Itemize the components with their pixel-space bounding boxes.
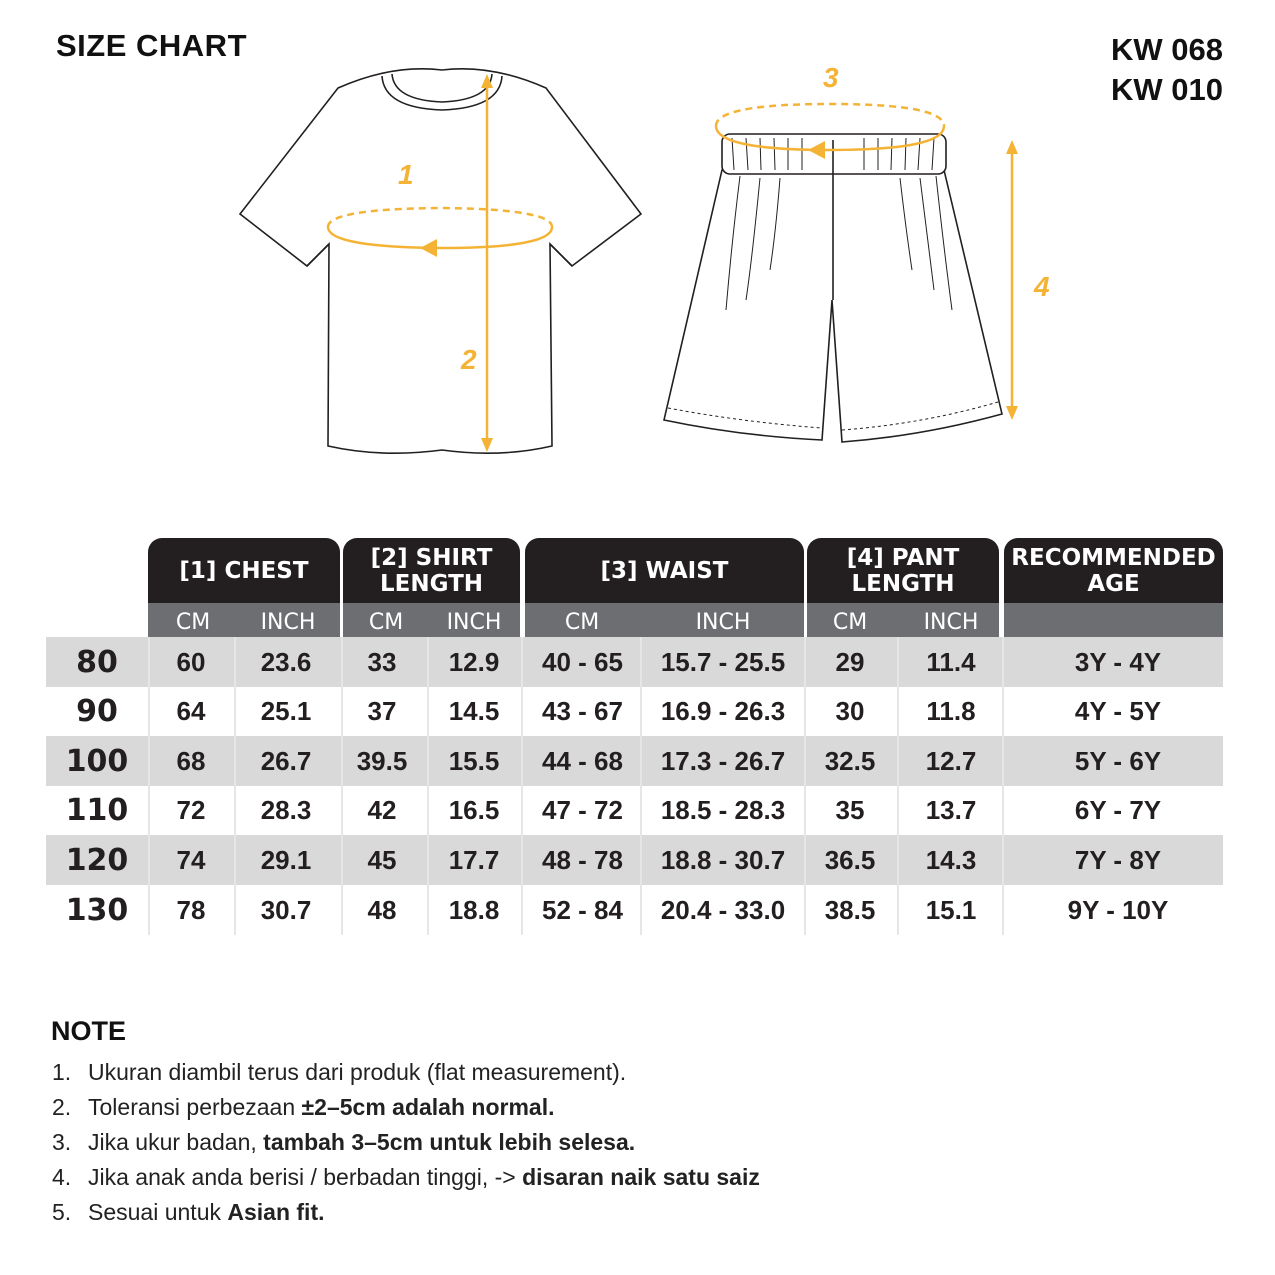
table-cell-chest-in: 30.7	[260, 894, 312, 925]
table-cell-pant-in: 11.4	[926, 646, 976, 677]
table-cell-pant-in: 13.7	[925, 795, 977, 826]
note-number: 5.	[52, 1199, 72, 1225]
notes-list	[52, 1055, 760, 1230]
note-item	[52, 1195, 760, 1230]
table-cell-size: 90	[76, 694, 118, 730]
subheader-cm: CM	[368, 609, 404, 635]
table-cell-chest-in: 23.6	[260, 646, 312, 677]
subheader-inch: INCH	[923, 609, 979, 635]
header-shirt-length: [2] SHIRT LENGTH	[343, 538, 520, 603]
note-item	[52, 1090, 760, 1125]
table-cell-waist-cm: 43 - 67	[542, 696, 623, 727]
table-cell-shirt-cm: 45	[367, 844, 397, 875]
table-cell-size: 110	[65, 793, 129, 829]
subheader-cm: CM	[564, 609, 600, 635]
table-cell-chest-cm: 64	[176, 696, 206, 727]
table-cell-pant-cm: 35	[835, 795, 865, 826]
subheader-inch: INCH	[260, 609, 316, 635]
table-cell-waist-in: 16.9 - 26.3	[660, 696, 786, 727]
product-code: KW 068	[1111, 32, 1223, 67]
note-item	[52, 1125, 760, 1160]
table-cell-shirt-cm: 48	[367, 894, 397, 925]
note-text: Ukuran diambil terus dari produk (flat measurement).	[88, 1059, 627, 1085]
measure-label-1: 1	[398, 159, 414, 190]
table-cell-shirt-in: 12.9	[448, 646, 500, 677]
tshirt-drawing	[240, 69, 641, 453]
table-cell-pant-in: 11.8	[926, 696, 976, 727]
table-cell-shirt-in: 14.5	[448, 696, 500, 727]
table-cell-shirt-cm: 33	[367, 646, 397, 677]
measure-label-2: 2	[461, 344, 477, 375]
table-cell-pant-cm: 38.5	[824, 894, 876, 925]
note-bold: ±2–5cm adalah normal.	[301, 1094, 555, 1120]
table-cell-waist-in: 18.5 - 28.3	[660, 795, 786, 826]
subheader-cm: CM	[832, 609, 868, 635]
note-text: Sesuai untuk	[88, 1199, 228, 1225]
note-item	[52, 1160, 760, 1195]
header-chest: [1] CHEST	[148, 538, 340, 603]
note-text: Jika anak anda berisi / berbadan tinggi, ->	[88, 1164, 523, 1190]
table-cell-waist-cm: 47 - 72	[542, 795, 623, 826]
table-cell-shirt-in: 18.8	[448, 894, 500, 925]
table-cell-shirt-cm: 37	[367, 696, 397, 727]
product-code: KW 010	[1111, 72, 1223, 107]
table-cell-waist-cm: 44 - 68	[542, 745, 623, 776]
table-cell-size: 80	[76, 644, 118, 680]
table-cell-age: 3Y - 4Y	[1074, 646, 1162, 677]
table-cell-pant-in: 15.1	[925, 894, 977, 925]
table-cell-size: 120	[65, 842, 129, 878]
note-number: 3.	[52, 1129, 72, 1155]
page-title: SIZE CHART	[56, 28, 247, 63]
column-divider	[640, 637, 642, 935]
note-bold: tambah 3–5cm untuk lebih selesa.	[263, 1129, 636, 1155]
table-cell-pant-in: 14.3	[925, 844, 977, 875]
header-waist: [3] WAIST	[525, 538, 804, 603]
garment-illustration	[0, 0, 1275, 500]
subheader-inch: INCH	[446, 609, 502, 635]
table-cell-shirt-in: 16.5	[448, 795, 500, 826]
table-cell-size: 130	[65, 892, 129, 928]
table-cell-waist-in: 15.7 - 25.5	[660, 646, 786, 677]
table-cell-pant-cm: 36.5	[824, 844, 876, 875]
table-cell-age: 4Y - 5Y	[1074, 696, 1162, 727]
table-cell-chest-cm: 60	[176, 646, 206, 677]
shorts-drawing	[664, 134, 1002, 442]
table-cell-chest-in: 28.3	[260, 795, 312, 826]
table-cell-shirt-cm: 39.5	[356, 745, 408, 776]
table-cell-pant-in: 12.7	[925, 745, 977, 776]
note-item	[52, 1055, 760, 1090]
note-text: Jika ukur badan,	[88, 1129, 264, 1155]
table-cell-pant-cm: 29	[835, 646, 865, 677]
table-cell-age: 6Y - 7Y	[1074, 795, 1162, 826]
table-cell-chest-cm: 68	[176, 745, 206, 776]
table-cell-waist-cm: 40 - 65	[542, 646, 623, 677]
table-cell-age: 9Y - 10Y	[1067, 894, 1169, 925]
table-cell-chest-cm: 74	[176, 844, 206, 875]
column-divider	[804, 637, 806, 935]
table-cell-waist-in: 20.4 - 33.0	[660, 894, 786, 925]
note-number: 1.	[52, 1059, 72, 1085]
table-cell-age: 5Y - 6Y	[1074, 745, 1162, 776]
column-divider	[341, 637, 343, 935]
table-cell-pant-cm: 30	[835, 696, 865, 727]
note-text: Toleransi perbezaan	[88, 1094, 302, 1120]
table-cell-waist-cm: 52 - 84	[542, 894, 623, 925]
table-cell-waist-cm: 48 - 78	[542, 844, 623, 875]
table-cell-shirt-in: 17.7	[448, 844, 500, 875]
column-divider	[521, 637, 523, 935]
measure-label-3: 3	[823, 62, 839, 93]
table-cell-age: 7Y - 8Y	[1074, 844, 1162, 875]
header-recommended-age: RECOMMENDED AGE	[1004, 538, 1223, 603]
table-cell-size: 100	[65, 743, 129, 779]
subheader-cm: CM	[175, 609, 211, 635]
measure-label-4: 4	[1034, 271, 1050, 302]
header-pant-length: [4] PANT LENGTH	[807, 538, 999, 603]
table-cell-waist-in: 18.8 - 30.7	[660, 844, 786, 875]
note-title: NOTE	[51, 1016, 127, 1046]
table-cell-waist-in: 17.3 - 26.7	[660, 745, 786, 776]
table-cell-shirt-in: 15.5	[448, 745, 500, 776]
note-bold: Asian fit.	[227, 1199, 325, 1225]
note-number: 2.	[52, 1094, 72, 1120]
table-cell-chest-in: 29.1	[260, 844, 312, 875]
table-cell-chest-cm: 72	[176, 795, 206, 826]
column-divider	[234, 637, 236, 935]
column-divider	[427, 637, 429, 935]
table-cell-chest-in: 26.7	[260, 745, 312, 776]
arrow-down-icon	[1006, 406, 1018, 420]
note-bold: disaran naik satu saiz	[522, 1164, 760, 1190]
column-divider	[1002, 637, 1004, 935]
arrow-up-icon	[1006, 140, 1018, 154]
table-cell-chest-cm: 78	[176, 894, 206, 925]
subheader-bar	[1004, 603, 1223, 637]
column-divider	[148, 637, 150, 935]
table-cell-shirt-cm: 42	[367, 795, 397, 826]
subheader-inch: INCH	[695, 609, 751, 635]
column-divider	[897, 637, 899, 935]
table-cell-pant-cm: 32.5	[824, 745, 876, 776]
table-cell-chest-in: 25.1	[260, 696, 312, 727]
note-number: 4.	[52, 1164, 72, 1190]
